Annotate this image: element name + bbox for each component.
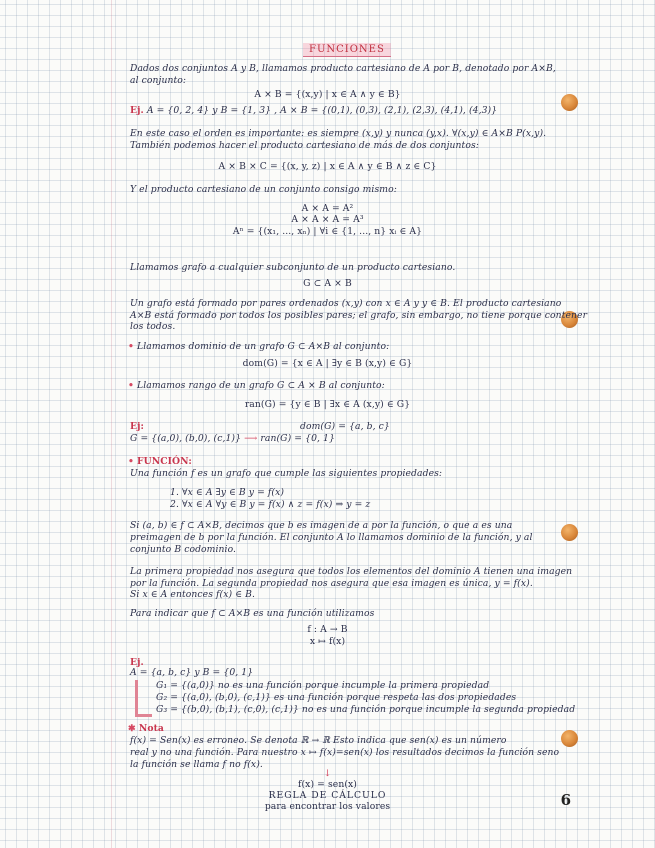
funcion-property-2: 2. ∀x ∈ A ∀y ∈ B y = f(x) ∧ z = f(x) ⇒ y = z xyxy=(170,499,371,510)
example-1 xyxy=(130,105,497,117)
intro-line-2: al conjunto: xyxy=(130,75,187,86)
order-line-1: En este caso el orden es importante: es siempre (x,y) y nunca (y,x). ∀(x,y) ∈ A×B P(x,y). xyxy=(130,128,547,139)
cube-formula: A × A × A = A³ xyxy=(291,214,364,225)
self-product-line: Y el producto cartesiano de un conjunto consigo mismo: xyxy=(130,184,397,195)
dominio-text: Llamamos dominio de un grafo G ⊂ A×B al conjunto: xyxy=(137,341,390,352)
arrow-icon: ⟶ xyxy=(244,433,261,444)
order-line-2: También podemos hacer el producto cartesiano de más de dos conjuntos: xyxy=(130,140,479,151)
example-2-dom: dom(G) = {a, b, c} xyxy=(300,421,390,432)
grafo-line-4: los todos. xyxy=(130,321,176,332)
triple-product-formula: A × B × C = {(x, y, z) | x ∈ A ∧ y ∈ B ∧ z ∈ C} xyxy=(218,161,437,172)
grafo-line-2: Un grafo está formado por pares ordenados (x,y) con x ∈ A y y ∈ B. El producto cartesiano xyxy=(130,298,562,309)
example-3-g3: G₃ = {(b,0), (b,1), (c,0), (c,1)} no es una función porque incumple la segunda propiedad xyxy=(156,704,576,715)
square-formula: A × A = A² xyxy=(301,203,354,214)
cartesian-product-formula: A × B = {(x,y) | x ∈ A ∧ y ∈ B} xyxy=(254,89,401,100)
example-2-label xyxy=(130,421,144,433)
example-1-text: A = {0, 2, 4} y B = {1, 3} , A × B = {(0,1), (0,3), (2,1), (2,3), (4,1), (4,3)} xyxy=(146,105,498,116)
funcion-property-1: 1. ∀x ∈ A ∃y ∈ B y = f(x) xyxy=(170,487,285,498)
dominio-formula: dom(G) = {x ∈ A | ∃y ∈ B (x,y) ∈ G} xyxy=(242,358,413,369)
example-2-ran: ran(G) = {0, 1} xyxy=(260,433,335,444)
example-3-g2: G₂ = {(a,0), (b,0), (c,1)} es una función porque respeta las dos propiedades xyxy=(156,692,517,703)
bullet: • xyxy=(128,341,134,352)
binder-hole xyxy=(561,730,578,747)
example-3-g1: G₁ = {(a,0)} no es una función porque incumple la primera propiedad xyxy=(156,680,490,691)
rango-definition xyxy=(128,380,385,392)
binder-hole xyxy=(561,524,578,541)
indicar-line: Para indicar que f ⊂ A×B es una función utilizamos xyxy=(130,608,375,619)
dominio-definition xyxy=(128,341,389,353)
nota-regla-desc: para encontrar los valores xyxy=(264,801,391,812)
function-notation: f : A → B xyxy=(307,624,348,635)
function-mapping: x ↦ f(x) xyxy=(309,636,346,647)
page-margin-line xyxy=(111,0,112,848)
nota-formula: f(x) = sen(x) xyxy=(297,779,357,790)
nota-line-1: f(x) = Sen(x) es erroneo. Se denota ℝ → ℝ Esto indica que sen(x) es un número xyxy=(130,735,507,746)
n-power-formula: Aⁿ = {(x₁, ..., xₙ) | ∀i ∈ {1, ..., n} xᵢ ∈ A} xyxy=(232,226,423,237)
funcion-definition: Una función f es un grafo que cumple las siguientes propiedades: xyxy=(130,468,443,479)
imagen-line-2: preimagen de b por la función. El conjunto A lo llamamos dominio de la función, y al xyxy=(130,532,533,543)
example-2-grafo xyxy=(130,433,335,445)
example-2-set: G = {(a,0), (b,0), (c,1)} xyxy=(130,433,242,444)
funcion-heading xyxy=(128,456,192,468)
rango-text: Llamamos rango de un grafo G ⊂ A × B al conjunto: xyxy=(137,380,385,391)
example-label: Ej. xyxy=(130,657,144,668)
propiedades-line-1: La primera propiedad nos asegura que todos los elementos del dominio A tienen una imagen xyxy=(130,566,573,577)
rango-formula: ran(G) = {y ∈ B | ∃x ∈ A (x,y) ∈ G} xyxy=(244,399,411,410)
propiedades-line-3: Si x ∈ A entonces f(x) ∈ B. xyxy=(130,589,256,600)
nota-line-2: real y no una función. Para nuestro x ↦ f(x)=sen(x) los resultados decimos la función seno xyxy=(130,747,560,758)
example-label: Ej: xyxy=(130,421,145,432)
bullet: • xyxy=(128,456,134,467)
grafo-formula: G ⊂ A × B xyxy=(303,278,352,289)
page-title: FUNCIONES xyxy=(303,43,391,57)
nota-label xyxy=(128,723,164,735)
grafo-definition: Llamamos grafo a cualquier subconjunto de un producto cartesiano. xyxy=(130,262,456,273)
down-arrow-icon: ↓ xyxy=(323,768,332,779)
example-3-sets: A = {a, b, c} y B = {0, 1} xyxy=(130,667,254,678)
page-number: 6 xyxy=(560,791,571,809)
star-icon: ✱ xyxy=(128,723,136,734)
imagen-line-3: conjunto B codominio. xyxy=(130,544,237,555)
bullet: • xyxy=(128,380,134,391)
funcion-heading-text: FUNCIÓN: xyxy=(137,456,192,467)
example-label: Ej. xyxy=(130,105,144,116)
nota-line-3: la función se llama f no f(x). xyxy=(130,759,263,770)
grafo-line-3: A×B está formado por todos los posibles pares; el grafo, sin embargo, no tiene porque contener xyxy=(130,310,588,321)
example-3-bracket xyxy=(135,680,152,717)
nota-label-text: Nota xyxy=(138,723,164,734)
propiedades-line-2: por la función. La segunda propiedad nos asegura que esa imagen es única, y = f(x). xyxy=(130,578,533,589)
nota-regla: REGLA DE CÁLCULO xyxy=(268,790,387,801)
intro-line-1: Dados dos conjuntos A y B, llamamos producto cartesiano de A por B, denotado por A×B, xyxy=(130,63,556,74)
imagen-line-1: Si (a, b) ∈ f ⊂ A×B, decimos que b es imagen de a por la función, o que a es una xyxy=(130,520,513,531)
